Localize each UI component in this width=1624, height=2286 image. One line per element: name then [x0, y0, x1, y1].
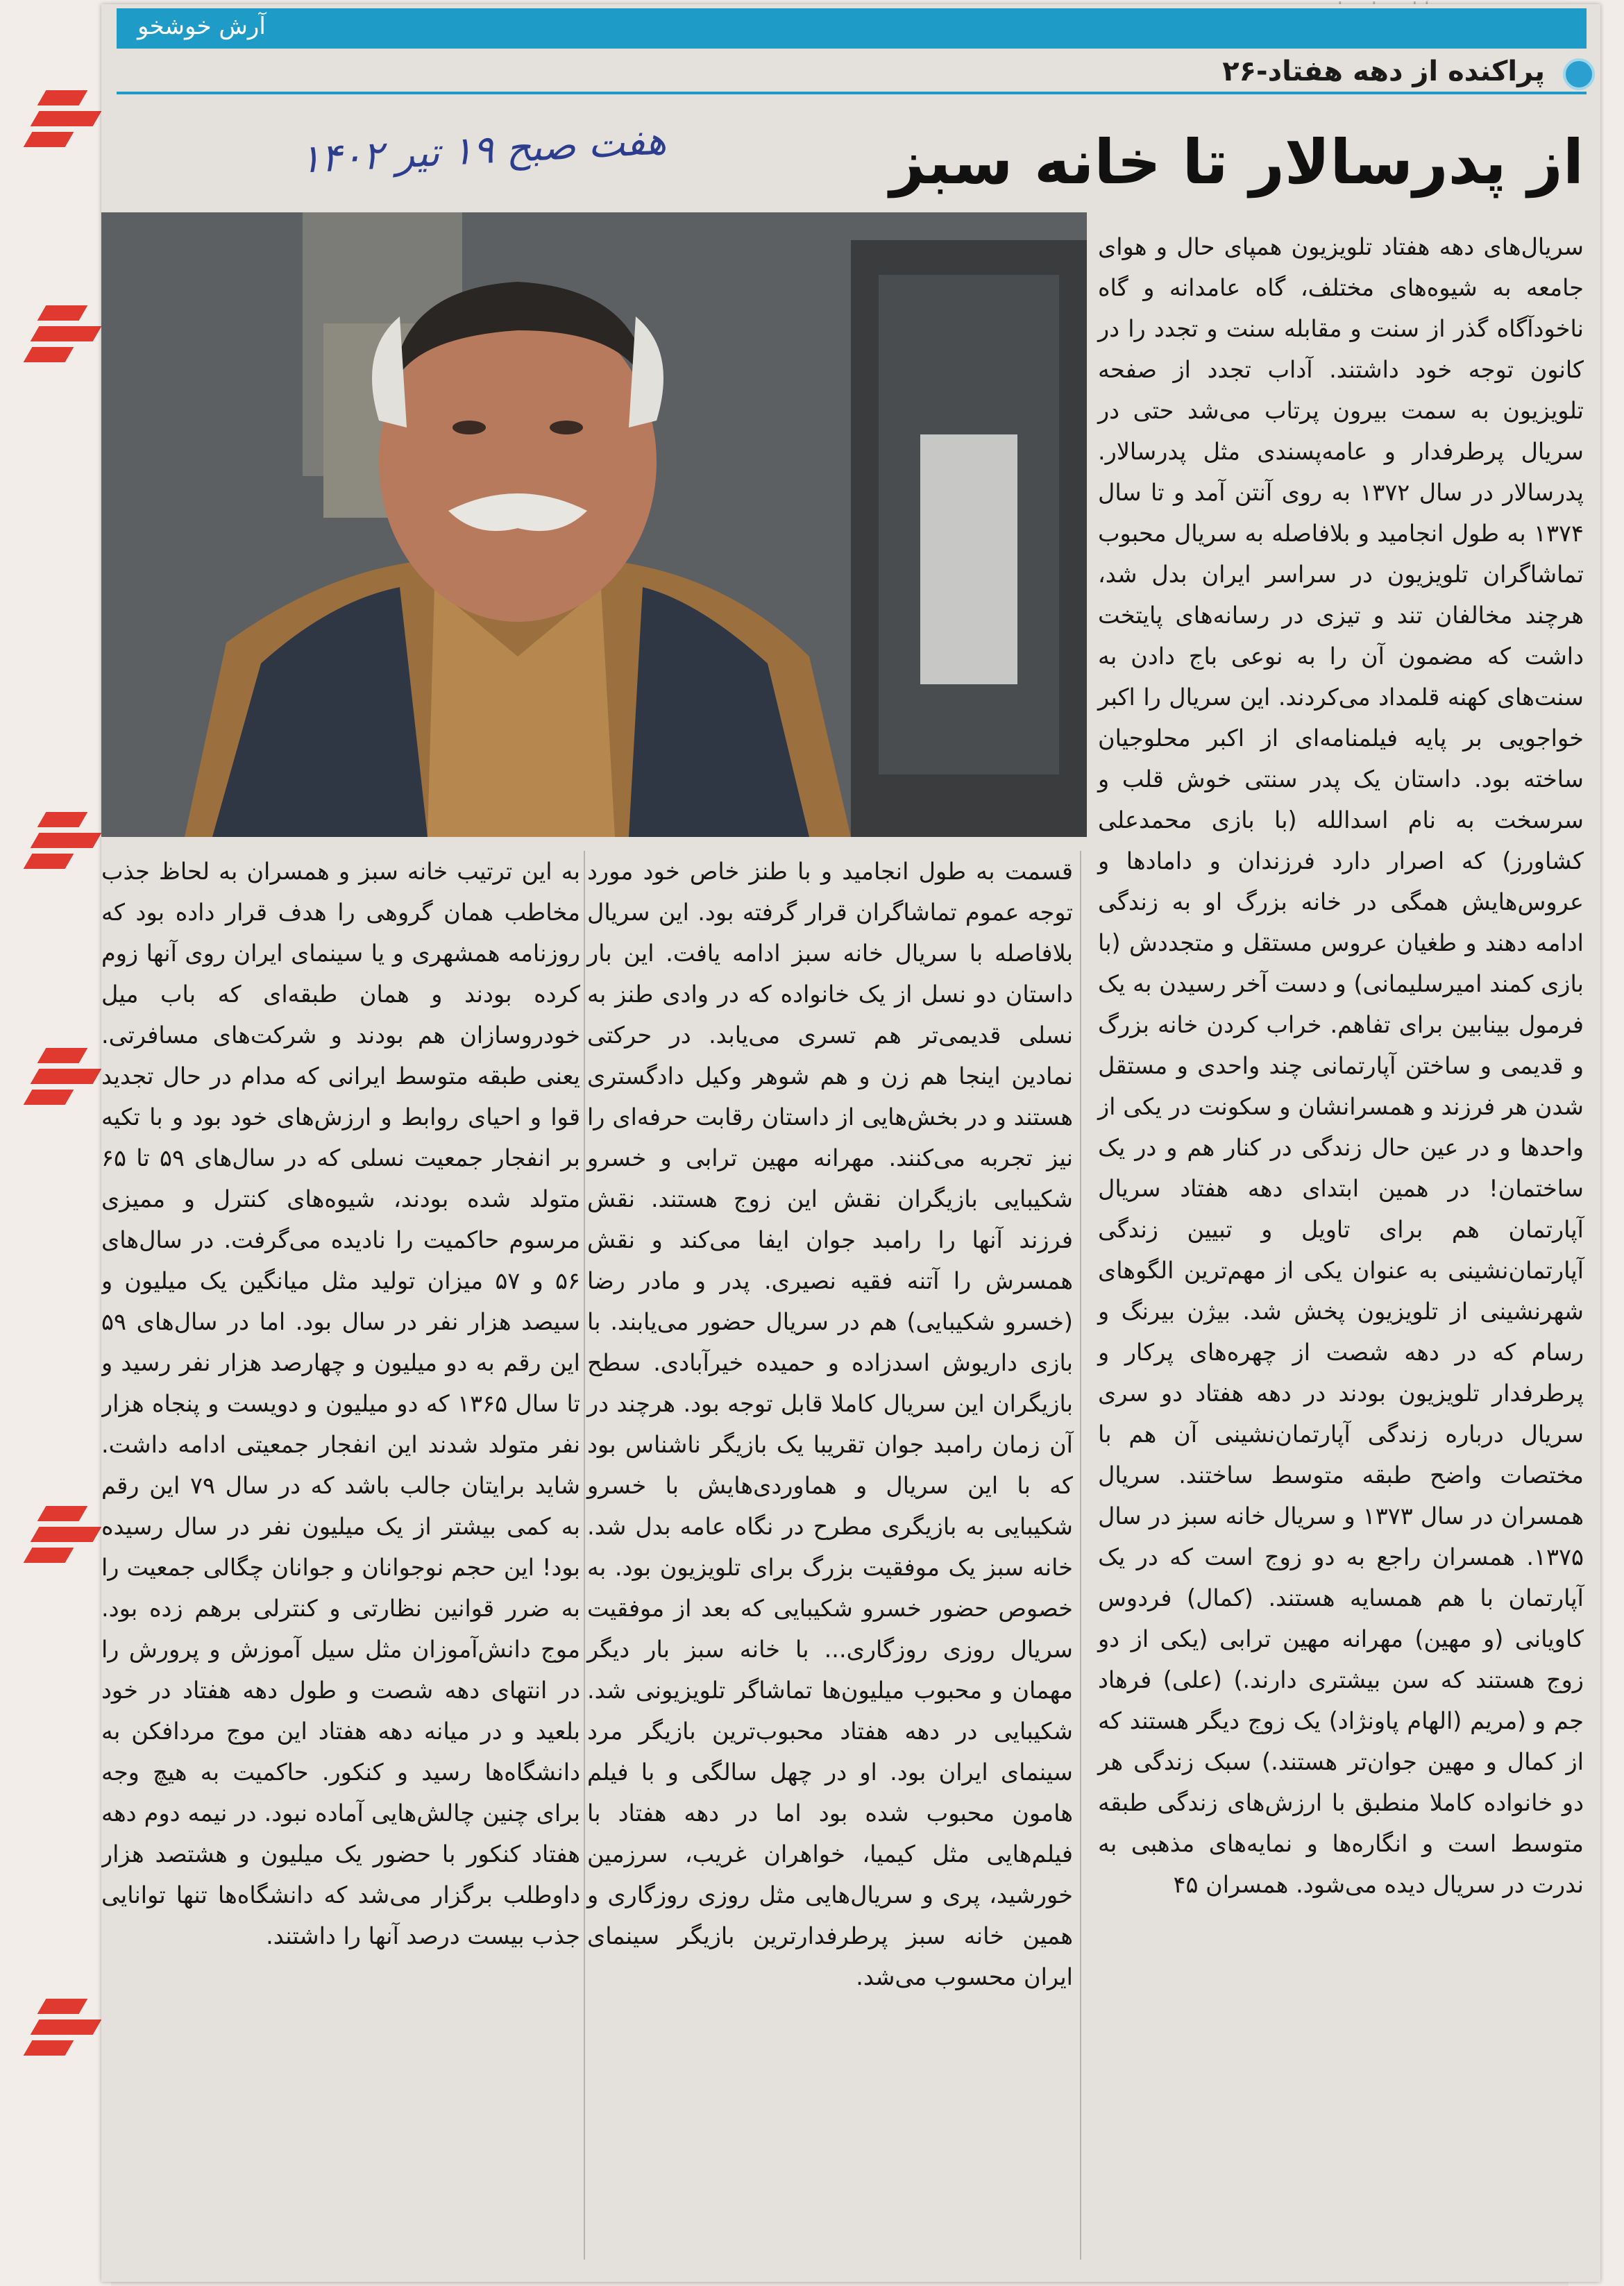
article-column-left [101, 851, 580, 1956]
red-logo-icon [28, 83, 111, 167]
article-headline: از پدرسالار تا خانه سبز [890, 126, 1584, 198]
article-column-middle [587, 851, 1073, 1997]
red-logo-icon [28, 298, 111, 382]
column-divider [1080, 851, 1081, 2260]
article-column-right [1098, 226, 1584, 1905]
series-bullet-icon [1563, 58, 1595, 90]
header-bar [117, 8, 1587, 49]
article-paragraph: به این ترتیب خانه سبز و همسران به لحاظ جذب مخاطب همان گروهی را هدف قرار داده بود که روزنامه همشهری و یا سینمای ایران روی آنها زوم کرده بودند و همان طبقه‌ای که باب میل خودروسازان هم بودند و شرکت‌های مسافرتی. یعنی طبقه متوسط ایرانی که مدام در حال تجدید قوا و احیای روابط و ارزش‌های خود بود و با تکیه بر انفجار جمعیت نسلی که در سال‌های ۵۹ تا ۶۵ متولد شده بودند، شیوه‌های کنترل و ممیزی مرسوم حاکمیت را نادیده می‌گرفت. در سال‌های ۵۶ و ۵۷ میزان تولید مثل میانگین یک میلیون و سیصد هزار نفر در سال بود. اما در سال‌های ۵۹ این رقم به دو میلیون و چهارصد هزار نفر رسید و تا سال ۱۳۶۵ که دو میلیون و دویست و پنجاه هزار نفر متولد شدند این انفجار جمعیتی ادامه داشت. شاید برایتان جالب باشد که در سال ۷۹ این رقم به کمی بیشتر از یک میلیون نفر در سال رسیده بود! این حجم نوجوانان و جوانان چگالی جمعیت را به ضرر قوانین نظارتی و کنترلی برهم زده بود. موج دانش‌آموزان مثل سیل آموزش و پرورش را در انتهای دهه شصت و طول دهه هفتاد در خود بلعید و در میانه دهه هفتاد این موج مردافکن به دانشگاه‌ها رسید و کنکور. حاکمیت به هیچ وجه برای چنین چالش‌هایی آماده نبود. در نیمه دوم دهه هفتاد کنکور با حضور یک میلیون و هشتصد هزار داوطلب برگزار می‌شد که دانشگاه‌ها تنها توانایی جذب بیست درصد آنها را داشتند. [101, 858, 581, 1949]
background-paper-left [0, 0, 111, 2286]
newspaper-clipping [101, 4, 1600, 2282]
article-paragraph: قسمت به طول انجامید و با طنز خاص خود مورد توجه عموم تماشاگران قرار گرفته بود. این سریال بلافاصله با سریال خانه سبز ادامه یافت. این بار داستان دو نسل از یک خانواده که در وادی طنز به نسلی قدیمی‌تر هم تسری می‌یابد. در حرکتی نمادین اینجا هم زن و هم شوهر وکیل دادگستری هستند و در بخش‌هایی از داستان رقابت حرفه‌ای را نیز تجربه می‌کنند. مهرانه مهین ترابی و خسرو شکیبایی بازیگران نقش این زوج هستند. نقش فرزند آنها را رامبد جوان ایفا می‌کند و نقش همسرش را آتنه فقیه نصیری. پدر و مادر رضا (خسرو شکیبایی) هم در سریال حضور می‌یابند. با بازی داریوش اسدزاده و حمیده خیرآبادی. سطح بازیگران این سریال کاملا قابل توجه بود. هرچند در آن زمان رامبد جوان تقریبا یک بازیگر ناشناس بود که با این سریال و هماوردی‌هایش با خسرو شکیبایی به بازیگری مطرح در نگاه عامه بدل شد. خانه سبز یک موفقیت بزرگ برای تلویزیون بود. به خصوص حضور خسرو شکیبایی که بعد از موفقیت سریال روزی روزگاری... با خانه سبز بار دیگر مهمان و محبوب میلیون‌ها تماشاگر تلویزیونی شد. شکیبایی در دهه هفتاد محبوب‌ترین بازیگر مرد سینمای ایران بود. او در چهل سالگی و با فیلم هامون محبوب شده بود اما در دهه هفتاد با فیلم‌هایی مثل کیمیا، خواهران غریب، سرزمین خورشید، پری و سریال‌هایی مثل روزی روزگاری و همین خانه سبز پرطرفدارترین بازیگر سینمای ایران محسوب می‌شد. [587, 858, 1073, 1990]
author-name: آرش خوشخو [137, 12, 266, 40]
header-rule [117, 92, 1587, 94]
red-logo-icon [28, 1992, 111, 2075]
column-divider [584, 851, 585, 2260]
red-logo-icon [28, 805, 111, 888]
series-label: پراکنده از دهه هفتاد-۲۶ [1222, 56, 1545, 87]
red-logo-icon [28, 1041, 111, 1124]
red-logo-icon [28, 1499, 111, 1582]
article-photo [101, 212, 1087, 837]
article-paragraph: سریال‌های دهه هفتاد تلویزیون همپای حال و هوای جامعه به شیوه‌های مختلف، گاه عامدانه و گاه ناخودآگاه گذر از سنت و مقابله سنت و تجدد را در کانون توجه خود داشتند. آداب تجدد از صفحه تلویزیون به سمت بیرون پرتاب می‌شد حتی در سریال پرطرفدار و عامه‌پسندی مثل پدرسالار. پدرسالار در سال ۱۳۷۲ به روی آنتن آمد و تا سال ۱۳۷۴ به طول انجامید و بلافاصله به سریال محبوب تماشاگران تلویزیون در سراسر ایران بدل شد، هرچند مخالفان تند و تیزی در رسانه‌های پایتخت داشت که مضمون آن را به نوعی باج دادن به سنت‌های کهنه قلمداد می‌کردند. این سریال را اکبر خواجویی بر پایه فیلمنامه‌ای از اکبر محلوجیان ساخته بود. داستان یک پدر سنتی خوش قلب و سرسخت به نام اسدالله (با بازی محمدعلی کشاورز) که اصرار دارد فرزندان و دامادها و عروس‌هایش همگی در خانه بزرگ او به زندگی ادامه دهند و طغیان عروس مستقل و متجددش (با بازی کمند امیرسلیمانی) و دست آخر رسیدن به یک فرمول بینابین برای تفاهم. خراب کردن خانه بزرگ و قدیمی و ساختن آپارتمانی چند واحدی و مستقل شدن هر فرزند و همسرانشان و سکونت در یکی از واحدها و در عین حال زندگی در کنار هم و در یک ساختمان! در همین ابتدای دهه هفتاد سریال آپارتمان هم برای تاویل و تبیین زندگی آپارتمان‌نشینی به عنوان یکی از مهم‌ترین الگوهای شهرنشینی از تلویزیون پخش شد. بیژن بیرنگ و رسام که در دهه شصت از چهره‌های پرکار و پرطرفدار تلویزیون بودند در دهه هفتاد دو سری سریال درباره زندگی آپارتمان‌نشینی آن هم با مختصات واضح طبقه متوسط ساختند. سریال همسران در سال ۱۳۷۳ و سریال خانه سبز در سال ۱۳۷۵. همسران راجع به دو زوج است که در یک آپارتمان با هم همسایه هستند. (کمال) فردوس کاویانی (و مهین) مهرانه مهین ترابی (یکی از دو زوج هستند که سن بیشتری دارند.) (علی) فرهاد جم و (مریم (الهام پاونژاد) یک زوج دیگر هستند که از کمال و مهین جوان‌تر هستند.) سبک زندگی هر دو خانواده کاملا منطبق با ارزش‌های زندگی طبقه متوسط است و انگاره‌ها و نمایه‌های مذهبی به ندرت در سریال دیده می‌شود. همسران ۴۵ [1098, 233, 1584, 1898]
handwritten-note: هفت صبح ۱۹ تیر ۱۴۰۲ [298, 118, 668, 183]
portrait-illustration [101, 212, 1087, 837]
